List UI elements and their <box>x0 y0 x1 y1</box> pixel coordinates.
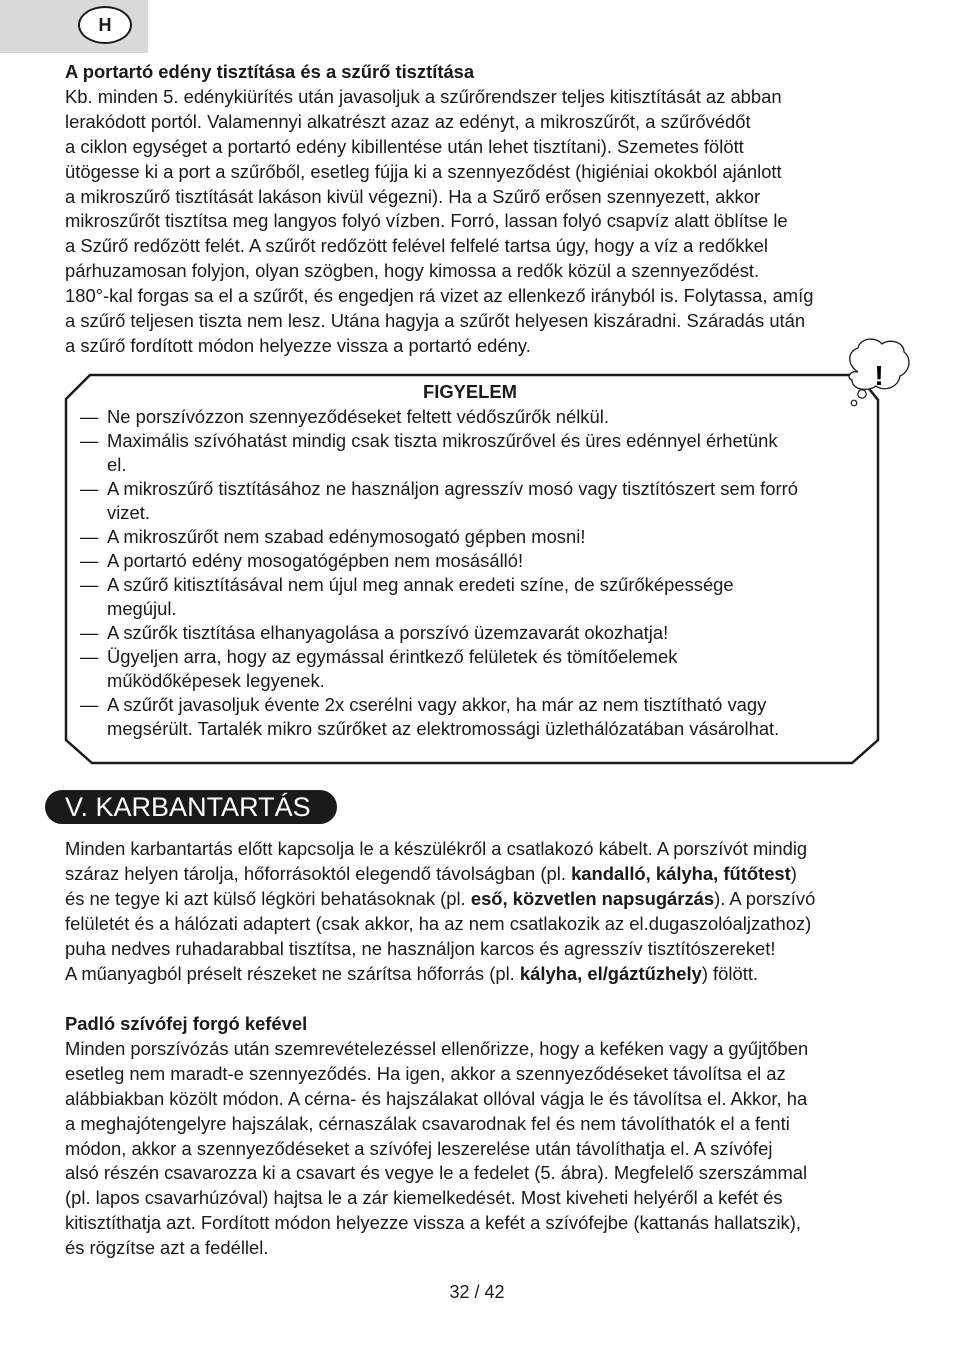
warning-item <box>80 549 880 573</box>
dash-bullet: — <box>80 574 99 595</box>
paragraph-line: száraz helyen tárolja, hőforrásoktól elegendő távolságban (pl. kandalló, kályha, fűtőtest) <box>65 862 797 884</box>
page-number: 32 / 42 <box>449 1282 505 1302</box>
floor-brush-section <box>65 1012 915 1261</box>
paragraph-line: 180°-kal forgas sa el a szűrőt, és engedjen rá vizet az ellenkező irányból is. Folytassa, amíg <box>65 285 814 307</box>
warning-item <box>80 429 880 477</box>
warning-item <box>80 573 880 621</box>
paragraph-line: felületét és a hálózati adaptert (csak akkor, ha az nem csatlakozik az el.dugaszolóaljzathoz) <box>65 912 812 934</box>
warning-item <box>80 525 880 549</box>
warning-item-text: A szűrő kitisztításával nem újul meg annak eredeti színe, de szűrőképessége <box>107 574 734 595</box>
paragraph-line: A műanyagból préselt részeket ne szárítsa hőforrás (pl. kályha, el/gáztűzhely) fölött. <box>65 962 759 984</box>
paragraph-line: a szűrő teljesen tiszta nem lesz. Utána hagyja a szűrőt helyesen kiszáradni. Száradás után <box>65 310 806 332</box>
paragraph-line: lerakódott portól. Valamennyi alkatrészt azaz az edényt, a mikroszűrőt, a szűrővédőt <box>65 110 751 132</box>
paragraph-line: Minden karbantartás előtt kapcsolja le a készülékről a csatlakozó kábelt. A porszívót mindig <box>65 838 808 859</box>
warning-item-text: A mikroszűrőt nem szabad edénymosogató gépben mosni! <box>107 526 586 547</box>
paragraph-line: esetleg nem maradt-e szennyeződés. Ha igen, akkor a szennyeződéseket távolítsa el az <box>65 1062 786 1084</box>
floor-brush-heading: Padló szívófej forgó kefével <box>65 1013 308 1034</box>
warning-item <box>80 693 880 741</box>
warning-item-text: A portartó edény mosogatógépben nem mosásálló! <box>107 550 524 571</box>
paragraph-line: (pl. lapos csavarhúzóval) hajtsa le a zár kiemelkedését. Most kiveheti helyéről a kefét és <box>65 1187 783 1209</box>
warning-item-text: vizet. <box>107 502 150 523</box>
paragraph-line: Minden porszívózás után szemrevételezéssel ellenőrizze, hogy a keféken vagy a gyűjtőben <box>65 1037 809 1059</box>
dash-bullet: — <box>80 622 99 643</box>
warning-list <box>80 405 880 741</box>
paragraph-line: mikroszűrőt tisztítsa meg langyos folyó vízben. Forró, lassan folyó csapvíz alatt öblítse le <box>65 210 788 232</box>
paragraph-line: alábbiakban közölt módon. A cérna- és hajszálakat ollóval vágja le és távolítsa el. Akkor, ha <box>65 1087 808 1109</box>
warning-item-text: megsérült. Tartalék mikro szűrőket az elektromossági üzlethálózatában vásárolhat. <box>107 718 780 739</box>
dash-bullet: — <box>80 646 99 667</box>
paragraph-line: a mikroszűrő tisztítását lakáson kivül végezni). Ha a Szűrő erősen szennyezett, akkor <box>65 185 761 207</box>
warning-item-text: Ne porszívózzon szennyeződéseket feltett védőszűrők nélkül. <box>107 406 609 427</box>
dash-bullet: — <box>80 694 99 715</box>
paragraph-line: ütögesse ki a port a szűrőből, esetleg fújja ki a szennyeződést (higiéniai okokból ajánlott <box>65 160 782 182</box>
warning-item-text: A szűrők tisztítása elhanyagolása a porszívó üzemzavarát okozhatja! <box>107 622 669 643</box>
dash-bullet: — <box>80 526 99 547</box>
warning-item-text: megújul. <box>107 598 177 619</box>
warning-item <box>80 621 880 645</box>
paragraph-line: módon, akkor a szennyeződéseket a szívófej leszerelése után távolíthatja el. A szívófej <box>65 1137 773 1159</box>
warning-item <box>80 405 880 429</box>
paragraph-line: alsó részén csavarozza ki a csavart és vegye le a fedelet (5. ábra). Megfelelő szerszámmal <box>65 1162 808 1184</box>
svg-text:!: ! <box>874 360 884 391</box>
maintenance-section-title: V. KARBANTARTÁS <box>45 790 337 824</box>
paragraph-line: a szűrő fordított módon helyezze vissza a portartó edény. <box>65 334 531 356</box>
paragraph-line: és rögzítse azt a fedéllel. <box>65 1237 269 1259</box>
maintenance-paragraph <box>65 837 915 986</box>
warning-item <box>80 477 880 525</box>
warning-item-text: Maximális szívóhatást mindig csak tiszta mikroszűrővel és üres edénnyel érhetünk <box>107 430 778 451</box>
dash-bullet: — <box>80 550 99 571</box>
warning-item <box>80 645 880 693</box>
warning-item-text: működőképesek legyenek. <box>107 670 325 691</box>
paragraph-line: Kb. minden 5. edénykiürítés után javasoljuk a szűrőrendszer teljes kitisztítását az abban <box>65 85 782 107</box>
warning-item-text: A szűrőt javasoljuk évente 2x cserélni vagy akkor, ha már az nem tisztítható vagy <box>107 694 767 715</box>
paragraph-line: a Szűrő redőzött felét. A szűrőt redőzött felével felfelé tartsa úgy, hogy a víz a redőkkel <box>65 235 768 257</box>
language-badge: H <box>78 6 132 44</box>
filter-cleaning-heading: A portartó edény tisztítása és a szűrő tisztítása <box>65 61 475 82</box>
paragraph-line: kitisztíthatja azt. Fordított módon helyezze vissza a kefét a szívófejbe (kattanás hallatszik), <box>65 1212 801 1234</box>
paragraph-line: párhuzamosan folyjon, olyan szögben, hogy kimossa a redők közül a szennyeződést. <box>65 260 760 282</box>
paragraph-line: a ciklon egységet a portartó edény kibillentése után lehet tisztítani). Szemetes fölött <box>65 135 744 157</box>
paragraph-line: és ne tegye ki azt külső légköri behatásoknak (pl. eső, közvetlen napsugárzás). A porszívó <box>65 887 816 909</box>
paragraph-line: a meghajótengelyre hajszálak, cérnaszálak csavarodnak fel és nem távolíthatók el a fenti <box>65 1112 790 1134</box>
paragraph-line: puha nedves ruhadarabbal tisztítsa, ne használjon karcos és agresszív tisztítószereket! <box>65 937 776 959</box>
warning-item-text: el. <box>107 454 127 475</box>
dash-bullet: — <box>80 430 99 451</box>
dash-bullet: — <box>80 406 99 427</box>
warning-item-text: A mikroszűrő tisztításához ne használjon agresszív mosó vagy tisztítószert sem forró <box>107 478 798 499</box>
warning-item-text: Ügyeljen arra, hogy az egymással érintkező felületek és tömítőelemek <box>107 646 678 667</box>
dash-bullet: — <box>80 478 99 499</box>
warning-title: FIGYELEM <box>422 381 517 402</box>
exclamation-bubble-icon <box>849 339 909 406</box>
